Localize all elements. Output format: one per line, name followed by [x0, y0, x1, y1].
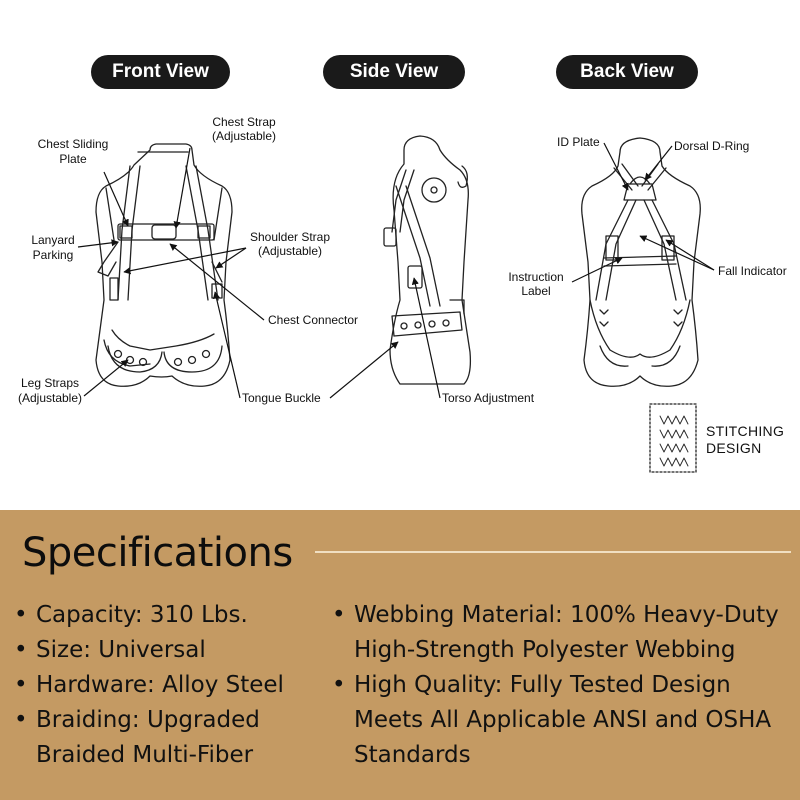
spec-capacity: Capacity: 310 Lbs. — [36, 602, 248, 628]
bullet-icon: • — [14, 672, 28, 698]
spec-item — [14, 668, 334, 703]
front-mannequin — [96, 144, 232, 386]
spec-item — [14, 598, 334, 633]
label-leg-straps-2: (Adjustable) — [17, 391, 83, 405]
bullet-icon: • — [332, 672, 346, 698]
label-instruction-label-1: Instruction — [508, 270, 564, 284]
label-chest-strap-1: Chest Strap — [212, 115, 276, 129]
specifications-title: Specifications — [22, 530, 293, 576]
label-chest-sliding-plate-1: Chest Sliding — [37, 137, 109, 151]
spec-braiding: Braiding: Upgraded Braided Multi-Fiber — [36, 707, 260, 768]
back-harness — [590, 164, 690, 366]
specs-right-column — [332, 598, 794, 773]
front-view-badge: Front View — [91, 55, 230, 89]
back-view-badge: Back View — [556, 55, 698, 89]
label-id-plate: ID Plate — [557, 135, 600, 149]
callout-lines — [78, 143, 714, 398]
label-chest-sliding-plate-2: Plate — [59, 152, 87, 166]
specs-left-column — [14, 598, 334, 773]
spec-item — [332, 598, 794, 668]
back-mannequin — [582, 138, 701, 386]
label-instruction-label-2: Label — [521, 284, 551, 298]
label-leg-straps-1: Leg Straps — [20, 376, 80, 390]
label-shoulder-strap-1: Shoulder Strap — [249, 230, 331, 244]
spec-item — [14, 703, 334, 773]
label-chest-strap-2: (Adjustable) — [211, 129, 277, 143]
label-torso-adjustment: Torso Adjustment — [442, 391, 535, 405]
spec-hardware: Hardware: Alloy Steel — [36, 672, 284, 698]
front-harness — [98, 166, 222, 372]
bullet-icon: • — [14, 637, 28, 663]
specifications-panel — [0, 510, 800, 800]
label-chest-connector: Chest Connector — [268, 313, 359, 327]
spec-high-quality: High Quality: Fully Tested Design Meets All Applicable ANSI and OSHA Standards — [354, 672, 772, 768]
stitching-design-swatch — [650, 404, 696, 472]
spec-webbing-material: Webbing Material: 100% Heavy-Duty High-Strength Polyester Webbing — [354, 602, 779, 663]
bullet-icon: • — [14, 707, 28, 733]
label-fall-indicator: Fall Indicator — [718, 264, 787, 278]
spec-item — [332, 668, 794, 773]
spec-item — [14, 633, 334, 668]
bullet-icon: • — [332, 602, 346, 628]
label-lanyard-parking-1: Lanyard — [31, 233, 75, 247]
stitching-label-line2: DESIGN — [706, 440, 762, 456]
label-lanyard-parking-2: Parking — [32, 248, 74, 262]
side-view-badge: Side View — [323, 55, 465, 89]
title-divider — [315, 551, 791, 553]
label-dorsal-d-ring: Dorsal D-Ring — [674, 139, 750, 153]
label-shoulder-strap-2: (Adjustable) — [257, 244, 323, 258]
stitching-design-label — [706, 423, 784, 457]
stitching-label-line1: STITCHING — [706, 423, 785, 439]
label-tongue-buckle: Tongue Buckle — [242, 391, 321, 405]
spec-size: Size: Universal — [36, 637, 206, 663]
bullet-icon: • — [14, 602, 28, 628]
